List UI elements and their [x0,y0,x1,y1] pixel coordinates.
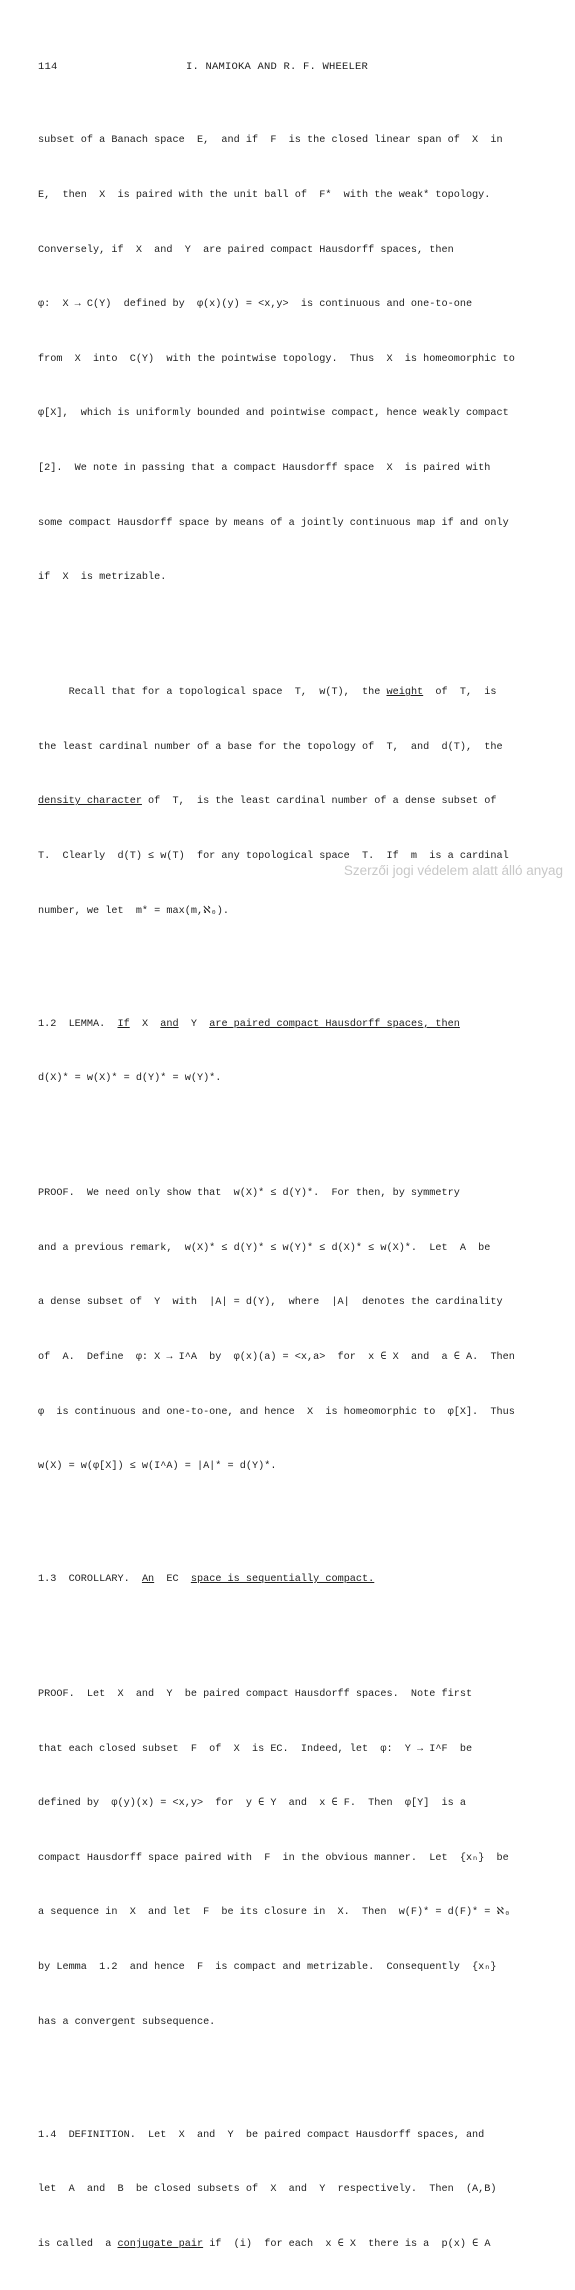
text-line: Conversely, if X and Y are paired compact Hausdorff spaces, then [38,244,454,256]
text-line: defined by φ(y)(x) = <x,y> for y ∈ Y and x ∈ F. Then φ[Y] is a [38,1798,466,1810]
text-segment: X [129,1018,161,1030]
text-line: subset of a Banach space E, and if F is the closed linear span of X in [38,135,503,147]
text-line: by Lemma 1.2 and hence F is compact and metrizable. Consequently {xₙ} [38,1962,497,1974]
text-line [38,684,538,702]
running-head: I. NAMIOKA AND R. F. WHEELER [186,61,369,73]
proof-1-3 [38,1650,538,2069]
paragraph-2 [38,648,538,957]
paragraph-1 [38,96,538,624]
text-line: and a previous remark, w(X)* ≤ d(Y)* ≤ w(Y)* ≤ d(X)* ≤ w(X)*. Let A be [38,1242,491,1254]
text-line: a dense subset of Y with |A| = d(Y), where |A| denotes the cardinality [38,1297,503,1309]
text-line: φ[X], which is uniformly bounded and pointwise compact, hence weakly compact [38,408,509,420]
definition-1-4 [38,2090,538,2290]
text-segment: Y [178,1018,210,1030]
page-number: 114 [38,61,58,73]
text-line: PROOF. Let X and Y be paired compact Hausdorff spaces. Note first [38,1689,473,1701]
text-segment: Recall that for a topological space T, w(T), the [38,687,387,699]
page-body [38,96,538,2290]
copyright-watermark: Szerzői jogi védelem alatt álló anyag [343,863,563,878]
term-weight: weight [386,687,424,699]
text-segment: if (i) for each x ∈ X there is a p(x) ∈ A [203,2238,491,2250]
text-line: let A and B be closed subsets of X and Y respectively. Then (A,B) [38,2184,497,2196]
lemma-statement-line [38,1016,538,1034]
text-line: PROOF. We need only show that w(X)* ≤ d(Y)*. For then, by symmetry [38,1188,460,1200]
lemma-statement-line: d(X)* = w(X)* = d(Y)* = w(Y)*. [38,1073,222,1085]
text-line: φ: X → C(Y) defined by φ(x)(y) = <x,y> is continuous and one-to-one [38,299,473,311]
text-segment: 1.3 COROLLARY. [38,1574,142,1586]
text-line: 1.4 DEFINITION. Let X and Y be paired compact Hausdorff spaces, and [38,2129,485,2141]
text-segment: of T, is the least cardinal number of a dense subset of [141,796,497,808]
text-segment: An [141,1574,155,1586]
text-line: compact Hausdorff space paired with F in the obvious manner. Let {xₙ} be [38,1852,509,1864]
text-segment: are paired compact Hausdorff spaces, then [209,1018,460,1030]
proof-1-2 [38,1149,538,1513]
text-segment: space is sequentially compact. [190,1574,375,1586]
text-line: φ is continuous and one-to-one, and hence X is homeomorphic to φ[X]. Thus [38,1406,515,1418]
lemma-1-2 [38,979,538,1125]
text-line: from X into C(Y) with the pointwise topology. Thus X is homeomorphic to [38,353,515,365]
text-segment: If [117,1018,130,1030]
text-segment: of T, is [423,687,497,699]
corollary-1-3 [38,1535,538,1626]
text-line: number, we let m* = max(m,ℵ₀). [38,905,229,917]
term-conjugate-pair: conjugate pair [117,2238,204,2250]
corollary-statement-line [38,1571,538,1589]
text-line: of A. Define φ: X → I^A by φ(x)(a) = <x,a> for x ∈ X and a ∈ A. Then [38,1351,515,1363]
text-segment: EC [154,1574,191,1586]
text-line: some compact Hausdorff space by means of a jointly continuous map if and only [38,517,509,529]
page-header [38,61,535,77]
text-segment: and [160,1018,179,1030]
text-line: has a convergent subsequence. [38,2016,216,2028]
text-line: that each closed subset F of X is EC. Indeed, let φ: Y → I^F be [38,1743,473,1755]
text-line: the least cardinal number of a base for the topology of T, and d(T), the [38,741,503,753]
text-line: [2]. We note in passing that a compact Hausdorff space X is paired with [38,462,491,474]
text-line: a sequence in X and let F be its closure in X. Then w(F)* = d(F)* = ℵ₀ [38,1907,511,1919]
term-density-character: density character [38,796,142,808]
text-line: if X is metrizable. [38,572,167,584]
text-line [38,2236,538,2254]
text-line [38,793,538,811]
text-line: E, then X is paired with the unit ball of F* with the weak* topology. [38,190,491,201]
text-segment: is called a [38,2238,118,2250]
text-segment: 1.2 LEMMA. [38,1018,118,1030]
text-line: w(X) = w(φ[X]) ≤ w(I^A) = |A|* = d(Y)*. [38,1461,277,1473]
text-line: T. Clearly d(T) ≤ w(T) for any topological space T. If m is a cardinal [38,850,509,862]
